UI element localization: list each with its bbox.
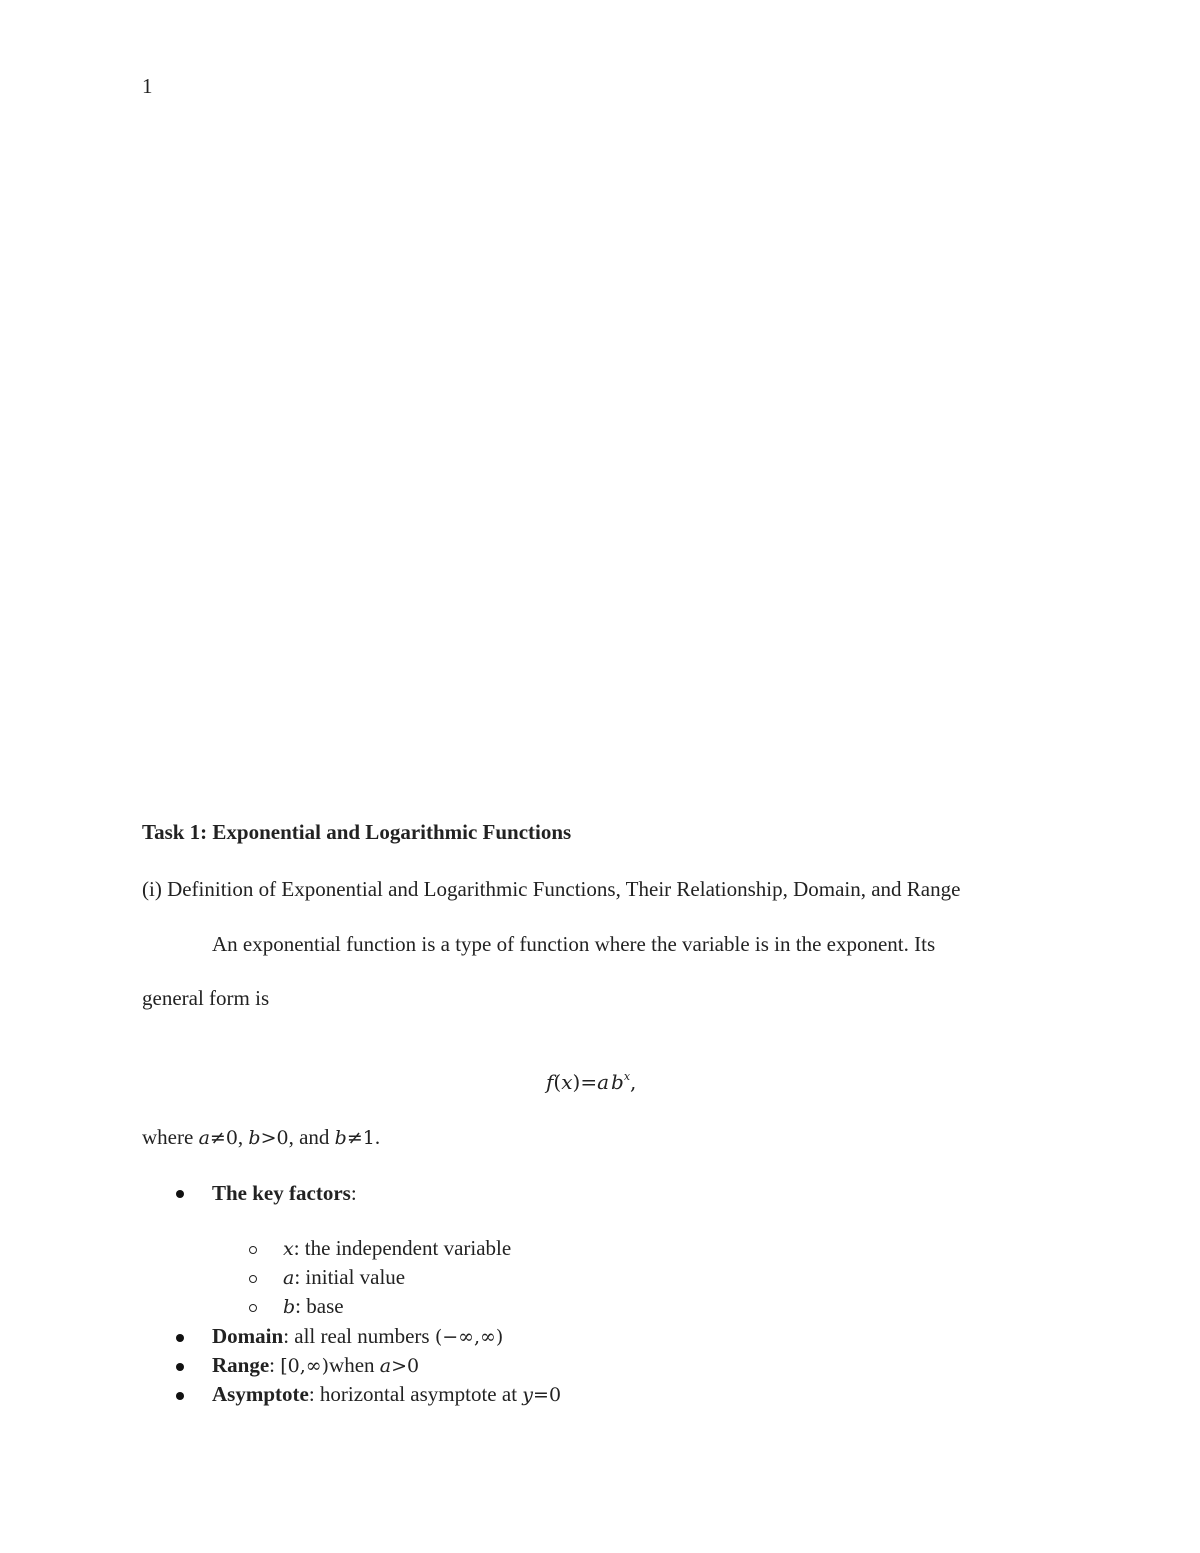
condition-2-var: b	[248, 1127, 261, 1149]
formula-comma: ,	[630, 1070, 637, 1094]
formula-coefficient: a	[597, 1070, 610, 1094]
key-factor-var: x	[283, 1238, 294, 1260]
key-factors-item	[212, 1181, 357, 1206]
condition-3-var: b	[334, 1127, 347, 1149]
range-val: 0	[407, 1355, 420, 1377]
domain-label: Domain	[212, 1324, 284, 1348]
condition-2-val: 0	[276, 1127, 289, 1149]
range-item	[212, 1353, 419, 1378]
domain-text: : all real numbers	[283, 1324, 435, 1348]
range-rel: >	[391, 1355, 408, 1377]
condition-1-var: a	[198, 1127, 210, 1149]
range-var: a	[379, 1355, 392, 1377]
key-factors-label: The key factors	[212, 1181, 351, 1205]
conditions-sep-2: , and	[288, 1125, 335, 1149]
paragraph-line-2: general form is	[142, 986, 270, 1010]
range-text: when	[329, 1353, 380, 1377]
sub-bullet-icon	[249, 1275, 257, 1283]
sub-bullet-icon	[249, 1304, 257, 1312]
sub-bullet-icon	[249, 1246, 257, 1254]
key-factor-text: : base	[295, 1294, 344, 1318]
asymptote-rel: =	[533, 1384, 549, 1406]
page-number: 1	[142, 74, 153, 98]
conditions-line	[142, 1125, 380, 1150]
paragraph-line-1: An exponential function is a type of function where the variable is in the exponent. Its	[212, 932, 936, 956]
condition-2-rel: >	[260, 1127, 277, 1149]
condition-1-val: 0	[225, 1127, 238, 1149]
key-factor-item-x	[283, 1236, 511, 1261]
domain-interval: (−∞,∞)	[434, 1326, 504, 1348]
formula-variable: x	[561, 1070, 573, 1094]
asymptote-val: 0	[548, 1384, 562, 1406]
bullet-icon	[176, 1334, 184, 1342]
asymptote-label: Asymptote	[212, 1382, 309, 1406]
range-label: Range	[212, 1353, 270, 1377]
key-factor-var: b	[283, 1296, 296, 1318]
condition-3-rel: ≠	[346, 1127, 363, 1149]
conditions-sep-1: ,	[237, 1125, 249, 1149]
asymptote-text: : horizontal asymptote at	[308, 1382, 523, 1406]
condition-3-val: 1	[362, 1127, 375, 1149]
key-factor-item-b	[283, 1294, 344, 1319]
key-factors-colon: :	[350, 1181, 357, 1205]
bullet-icon	[176, 1363, 184, 1371]
section-subheading: (i) Definition of Exponential and Logarithmic Functions, Their Relationship, Domain, and Range	[142, 877, 961, 901]
domain-item	[212, 1324, 503, 1349]
asymptote-item	[212, 1382, 561, 1407]
general-form-formula	[546, 1070, 636, 1094]
key-factor-text: : the independent variable	[293, 1236, 512, 1260]
formula-base: b	[611, 1070, 624, 1094]
formula-rparen: )	[572, 1070, 581, 1094]
formula-equals: =	[580, 1070, 598, 1094]
range-colon: :	[269, 1353, 281, 1377]
formula-lparen: (	[553, 1070, 562, 1094]
range-interval: [0,∞)	[280, 1355, 330, 1377]
conditions-prefix: where	[142, 1125, 199, 1149]
condition-1-rel: ≠	[209, 1127, 226, 1149]
bullet-icon	[176, 1190, 184, 1198]
task-heading: Task 1: Exponential and Logarithmic Functions	[142, 820, 572, 844]
formula-function-name: f	[546, 1070, 554, 1094]
bullet-icon	[176, 1392, 184, 1400]
key-factor-item-a	[283, 1265, 405, 1290]
asymptote-var: y	[522, 1384, 534, 1406]
key-factor-var: a	[283, 1267, 295, 1289]
conditions-end: .	[374, 1125, 381, 1149]
formula-exponent: x	[623, 1070, 631, 1083]
key-factor-text: : initial value	[294, 1265, 406, 1289]
